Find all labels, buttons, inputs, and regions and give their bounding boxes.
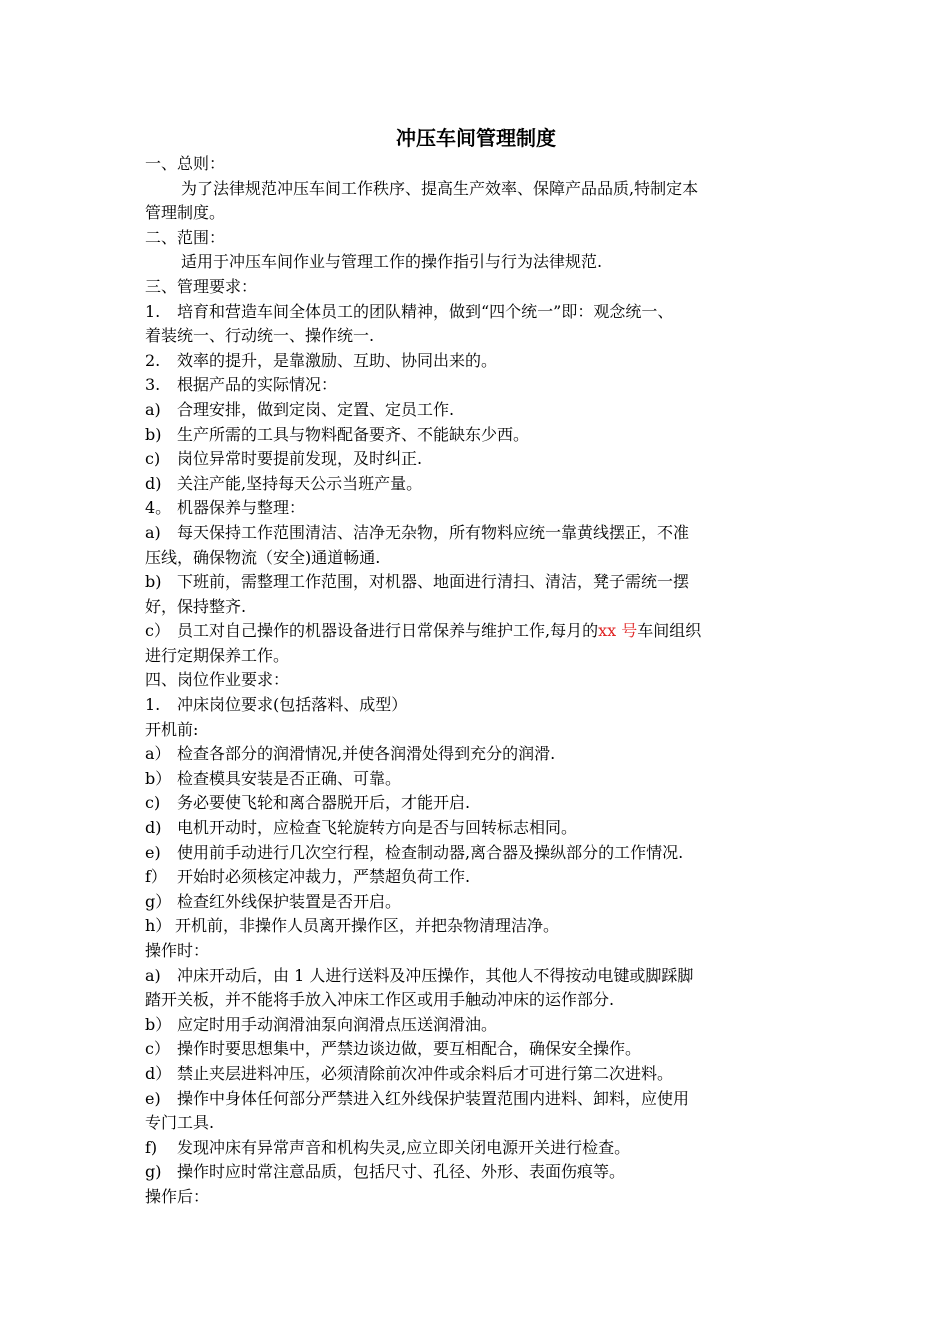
highlighted-date-text: xx 号 [598, 621, 638, 641]
item-label: c） [145, 1039, 170, 1059]
management-item-4c-cont: 进行定期保养工作。 [145, 645, 290, 665]
item-label: 4。 [145, 498, 172, 518]
item-label: a） [145, 744, 171, 764]
subheading-after-operation: 操作后： [145, 1186, 210, 1206]
item-label: c) [145, 449, 161, 469]
section-heading-management: 三、管理要求： [145, 276, 258, 296]
item-text: 冲床开动后，由 1 人进行送料及冲压操作，其他人不得按动电键或脚踩脚 [177, 965, 694, 985]
during-item-a [145, 964, 807, 989]
item-text: 电机开动时，应检查飞轮旋转方向是否与回转标志相同。 [177, 818, 578, 838]
item-label: e) [145, 842, 161, 862]
management-item-4a [145, 521, 807, 546]
item-text: 每天保持工作范围清洁、洁净无杂物，所有物料应统一靠黄线摆正，不准 [177, 522, 690, 542]
item-text: 关注产能,坚持每天公示当班产量。 [177, 473, 423, 493]
management-item-4 [145, 496, 807, 521]
during-item-e [145, 1087, 807, 1112]
item-text: 操作中身体任何部分严禁进入红外线保护装置范围内进料、卸料，应使用 [177, 1088, 690, 1108]
item-text: 发现冲床有异常声音和机构失灵,应立即关闭电源开关进行检查。 [177, 1137, 631, 1157]
management-item-1-cont: 着装统一、行动统一、操作统一. [145, 326, 375, 346]
item-text: 检查各部分的润滑情况,并使各润滑处得到充分的润滑. [177, 744, 556, 764]
before-item-b [145, 767, 807, 792]
item-label: c) [145, 793, 161, 813]
management-item-3a [145, 398, 807, 423]
item-label: f) [145, 1137, 158, 1157]
item-text: 应定时用手动润滑油泵向润滑点压送润滑油。 [177, 1014, 498, 1034]
management-item-3 [145, 373, 807, 398]
item-text: 冲床岗位要求(包括落料、成型） [177, 695, 408, 715]
item-label: 1. [145, 301, 161, 321]
item-text: 检查红外线保护装置是否开启。 [177, 891, 402, 911]
section-heading-general: 一、总则： [145, 154, 226, 173]
item-label: b) [145, 424, 162, 444]
management-item-1 [145, 300, 807, 325]
during-item-b [145, 1013, 807, 1038]
item-label: d) [145, 473, 162, 493]
item-label: f） [145, 867, 167, 887]
item-text: 车间组织 [637, 621, 702, 641]
item-label: c） [145, 621, 170, 641]
item-text: 培育和营造车间全体员工的团队精神，做到“四个统一”即：观念统一、 [177, 301, 674, 321]
item-text: 合理安排，做到定岗、定置、定员工作. [177, 399, 455, 419]
item-label: b） [145, 1014, 172, 1034]
item-text: 员工对自己操作的机器设备进行日常保养与维护工作,每月的 [177, 621, 599, 641]
before-item-c [145, 791, 807, 816]
item-label: d） [145, 1063, 172, 1083]
during-item-f [145, 1136, 807, 1161]
before-item-d [145, 816, 807, 841]
item-text: 禁止夹层进料冲压，必须清除前次冲件或余料后才可进行第二次进料。 [177, 1063, 674, 1083]
management-item-4b-cont: 好，保持整齐. [145, 596, 247, 616]
item-text: 机器保养与整理： [177, 498, 306, 518]
item-label: a) [145, 965, 161, 985]
during-item-a-cont: 踏开关板，并不能将手放入冲床工作区或用手触动冲床的运作部分. [145, 990, 615, 1010]
item-label: a) [145, 522, 161, 542]
subheading-during-operation: 操作时： [145, 941, 210, 960]
general-paragraph-line2: 管理制度。 [145, 203, 226, 223]
item-label: 2. [145, 350, 161, 370]
item-label: b) [145, 572, 162, 592]
item-label: e) [145, 1088, 161, 1108]
item-text: 根据产品的实际情况： [177, 375, 338, 395]
management-item-3d [145, 472, 807, 497]
item-label: a) [145, 399, 161, 419]
before-item-g [145, 890, 807, 915]
item-text: 检查模具安装是否正确、可靠。 [177, 768, 402, 788]
item-label: d) [145, 818, 162, 838]
item-label: b） [145, 768, 172, 788]
section-heading-post-requirements: 四、岗位作业要求： [145, 670, 290, 690]
item-label: g） [145, 891, 172, 911]
scope-paragraph: 适用于冲压车间作业与管理工作的操作指引与行为法律规范. [181, 252, 603, 272]
management-item-4a-cont: 压线，确保物流（安全)通道畅通. [145, 547, 381, 567]
item-text: 务必要使飞轮和离合器脱开后，才能开启. [177, 793, 471, 813]
before-item-e [145, 841, 807, 866]
item-label: g) [145, 1162, 162, 1182]
management-item-4c [145, 619, 807, 644]
item-text: 生产所需的工具与物料配备要齐、不能缺东少西。 [177, 424, 530, 444]
item-text: 下班前，需整理工作范围，对机器、地面进行清扫、清洁，凳子需统一摆 [177, 572, 690, 592]
before-item-f [145, 865, 807, 890]
item-text: 开机前，非操作人员离开操作区，并把杂物清理洁净。 [175, 916, 560, 936]
document-title: 冲压车间管理制度 [396, 126, 556, 150]
subheading-before-start: 开机前: [145, 719, 199, 739]
before-item-a [145, 742, 807, 767]
management-item-4b [145, 570, 807, 595]
management-item-3c [145, 447, 807, 472]
during-item-d [145, 1062, 807, 1087]
during-item-c [145, 1037, 807, 1062]
item-text: 岗位异常时要提前发现，及时纠正. [177, 449, 423, 469]
section-heading-scope: 二、范围： [145, 227, 226, 247]
item-label: 1. [145, 695, 161, 715]
item-label: 3. [145, 375, 161, 395]
item-text: 操作时要思想集中，严禁边谈边做，要互相配合，确保安全操作。 [177, 1039, 642, 1059]
management-item-2 [145, 349, 807, 374]
management-item-3b [145, 423, 807, 448]
item-text: 效率的提升，是靠激励、互助、协同出来的。 [177, 350, 498, 370]
item-text: 操作时应时常注意品质，包括尺寸、孔径、外形、表面伤痕等。 [177, 1162, 626, 1182]
item-text: 使用前手动进行几次空行程，检查制动器,离合器及操纵部分的工作情况. [177, 842, 684, 862]
during-item-e-cont: 专门工具. [145, 1113, 215, 1133]
general-paragraph-line1: 为了法律规范冲压车间工作秩序、提高生产效率、保障产品品质,特制定本 [181, 178, 699, 198]
before-item-h [145, 914, 807, 939]
item-text: 开始时必须核定冲裁力，严禁超负荷工作. [177, 867, 471, 887]
item-label: h） [145, 916, 172, 936]
document-page [145, 124, 807, 1210]
during-item-g [145, 1160, 807, 1185]
post-item-1 [145, 693, 807, 718]
